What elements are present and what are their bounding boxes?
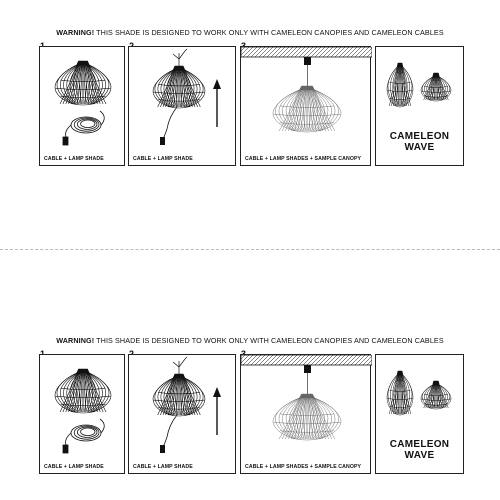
cut-line-divider: [0, 249, 500, 250]
step-caption: CABLE + LAMP SHADES + SAMPLE CANOPY: [245, 156, 362, 162]
plug-icon: [160, 137, 165, 145]
step-caption: CABLE + LAMP SHADE: [44, 156, 104, 162]
wave-lampshade-icon: [421, 381, 451, 409]
wave-lampshade-icon: [273, 394, 341, 440]
up-arrow-icon: [213, 387, 221, 435]
wave-lampshade-icon: [55, 369, 111, 413]
step-panel-2: [128, 354, 236, 474]
step-caption: CABLE + LAMP SHADE: [133, 464, 193, 470]
step-panel-2: [128, 46, 236, 166]
instruction-sheet-top: [0, 28, 500, 168]
coiled-cable-icon: [63, 419, 104, 453]
product-panel: [375, 46, 464, 166]
cable-icon: [163, 107, 177, 139]
plug-icon: [160, 445, 165, 453]
product-name: CAMELEON WAVE: [389, 439, 450, 461]
coiled-cable-icon: [63, 111, 104, 145]
step-caption: CABLE + LAMP SHADE: [44, 464, 104, 470]
wave-lampshade-icon: [153, 66, 205, 108]
wave-lampshade-icon: [387, 63, 413, 107]
warning-line: WARNING! THIS SHADE IS DESIGNED TO WORK ONLY WITH CAMELEON CANOPIES AND CAMELEON CABLES: [56, 336, 444, 345]
ceiling-canopy-icon: [241, 355, 372, 373]
product-name: CAMELEON WAVE: [389, 131, 450, 153]
cable-icon: [163, 415, 177, 447]
up-arrow-icon: [213, 79, 221, 127]
wave-lampshade-icon: [55, 61, 111, 105]
step-panel-3: [240, 354, 371, 474]
product-panel: [375, 354, 464, 474]
step-panel-1: [39, 354, 125, 474]
ceiling-canopy-icon: [241, 47, 372, 65]
instruction-sheet-bottom: [0, 336, 500, 476]
step-caption: CABLE + LAMP SHADE: [133, 156, 193, 162]
wave-lampshade-icon: [421, 73, 451, 101]
step-panel-3: [240, 46, 371, 166]
warning-line: WARNING! THIS SHADE IS DESIGNED TO WORK ONLY WITH CAMELEON CANOPIES AND CAMELEON CABLES: [56, 28, 444, 37]
wave-lampshade-icon: [273, 86, 341, 132]
step-caption: CABLE + LAMP SHADES + SAMPLE CANOPY: [245, 464, 362, 470]
step-panel-1: [39, 46, 125, 166]
wave-lampshade-icon: [153, 374, 205, 416]
wave-lampshade-icon: [387, 371, 413, 415]
